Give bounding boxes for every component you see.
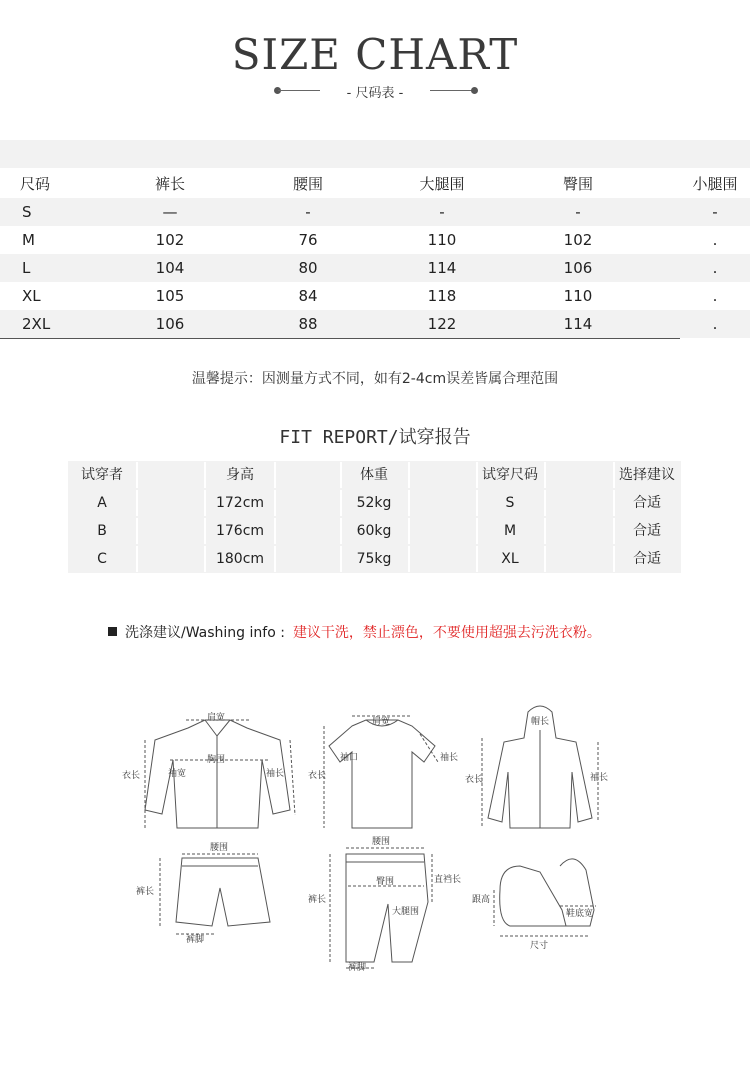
column-separator <box>476 546 478 572</box>
fit-row <box>68 517 681 545</box>
washing-label: 洗涤建议/Washing info : <box>125 625 285 641</box>
fit-cell: 合适 <box>633 495 661 511</box>
column-separator <box>340 462 342 488</box>
diagram-label: 衣长 <box>308 771 327 781</box>
column-separator <box>408 546 410 572</box>
table-header-row <box>0 170 750 198</box>
table-row <box>0 254 750 282</box>
table-cell: 114 <box>563 315 593 333</box>
header-cell: 大腿围 <box>419 175 465 193</box>
size-chart-table <box>0 140 750 338</box>
table-cell: S <box>22 203 32 221</box>
table-cell: 110 <box>427 231 457 249</box>
column-separator <box>613 490 615 516</box>
diagram-label: 尺寸 <box>530 941 549 951</box>
table-cell: 102 <box>563 231 593 249</box>
diagram-label: 腰围 <box>210 843 229 853</box>
table-top-band <box>0 140 750 168</box>
fit-cell: 172cm <box>215 495 265 511</box>
subtitle-dot-right <box>471 87 478 94</box>
washing-advice: 建议干洗，禁止漂色，不要使用超强去污洗衣粉。 <box>292 625 601 641</box>
shoes-diagram <box>494 859 596 936</box>
column-separator <box>408 518 410 544</box>
column-separator <box>408 490 410 516</box>
fit-cell: 52kg <box>356 495 392 511</box>
column-separator <box>340 518 342 544</box>
fit-header-row <box>68 461 681 489</box>
diagram-label: 袖宽 <box>168 769 187 779</box>
page-title: SIZE CHART <box>231 30 519 79</box>
table-cell: . <box>712 259 718 277</box>
column-separator <box>204 490 206 516</box>
column-separator <box>613 546 615 572</box>
column-separator <box>340 546 342 572</box>
column-separator <box>274 490 276 516</box>
fit-header-cell: 身高 <box>226 467 254 483</box>
fit-header-cell: 试穿尺码 <box>482 467 538 483</box>
fit-cell: B <box>97 523 107 539</box>
fit-cell: M <box>503 523 517 539</box>
table-row <box>0 226 750 254</box>
subtitle: - 尺码表 - <box>346 86 404 101</box>
table-cell: . <box>712 315 718 333</box>
table-cell: 84 <box>298 287 318 305</box>
diagram-label: 裤脚 <box>186 935 205 945</box>
table-cell: - <box>575 203 581 221</box>
diagram-label: 鞋底宽 <box>566 909 594 919</box>
table-cell: 76 <box>298 231 318 249</box>
table-cell: - <box>439 203 445 221</box>
table-cell: 104 <box>155 259 185 277</box>
fit-cell: S <box>505 495 515 511</box>
column-separator <box>544 518 546 544</box>
header-cell: 臀围 <box>562 175 593 193</box>
table-cell: 110 <box>563 287 593 305</box>
column-separator <box>476 518 478 544</box>
fit-row <box>68 545 681 573</box>
diagram-label: 裤脚 <box>348 963 367 973</box>
fit-cell: A <box>97 495 107 511</box>
table-cell: XL <box>22 287 41 305</box>
table-cell: 114 <box>427 259 457 277</box>
table-cell: 106 <box>563 259 593 277</box>
table-cell: 88 <box>298 315 318 333</box>
diagram-label: 肩宽 <box>372 717 391 727</box>
tshirt-diagram <box>324 716 438 828</box>
table-row <box>0 198 750 226</box>
diagram-label: 帽长 <box>531 717 550 727</box>
column-separator <box>476 462 478 488</box>
table-cell: L <box>22 259 31 277</box>
diagram-label: 衣长 <box>465 775 484 785</box>
fit-cell: C <box>97 551 107 567</box>
diagram-label: 裤长 <box>308 895 327 905</box>
fit-cell: 180cm <box>215 551 265 567</box>
measurement-tip: 温馨提示：因测量方式不同，如有2-4cm误差皆属合理范围 <box>191 371 559 387</box>
diagram-label: 袖口 <box>340 753 359 763</box>
table-row <box>0 310 750 338</box>
table-cell: 2XL <box>22 315 51 333</box>
column-separator <box>136 490 138 516</box>
fit-report-table <box>68 461 681 573</box>
column-separator <box>340 490 342 516</box>
table-cell: . <box>712 231 718 249</box>
table-row <box>0 282 750 310</box>
table-bottom-rule <box>0 338 680 339</box>
header-cell: 腰围 <box>292 175 323 193</box>
table-cell: - <box>712 203 718 221</box>
table-cell: . <box>712 287 718 305</box>
fit-row <box>68 489 681 517</box>
subtitle-line-right <box>430 90 472 91</box>
fit-cell: 176cm <box>215 523 265 539</box>
fit-report-title: FIT REPORT/试穿报告 <box>279 427 471 448</box>
diagram-label: 裤长 <box>136 887 155 897</box>
fit-cell: 合适 <box>633 551 661 567</box>
column-separator <box>274 518 276 544</box>
measurement-diagrams <box>0 690 750 990</box>
diagram-label: 袖长 <box>266 769 285 779</box>
garment-diagrams-svg <box>0 690 750 990</box>
table-cell: 106 <box>155 315 185 333</box>
column-separator <box>136 546 138 572</box>
table-cell: M <box>22 231 35 249</box>
subtitle-row <box>0 80 750 100</box>
fit-header-cell: 体重 <box>360 467 388 483</box>
column-separator <box>544 462 546 488</box>
table-cell: 80 <box>298 259 318 277</box>
shorts-diagram <box>160 854 270 934</box>
diagram-label: 袖长 <box>440 753 459 763</box>
washing-info <box>108 622 601 642</box>
subtitle-line-left <box>278 90 320 91</box>
diagram-label: 胸围 <box>207 755 226 765</box>
table-cell: 118 <box>427 287 457 305</box>
column-separator <box>136 462 138 488</box>
diagram-label: 臀围 <box>376 877 395 887</box>
diagram-label: 跟高 <box>472 895 491 905</box>
column-separator <box>136 518 138 544</box>
column-separator <box>408 462 410 488</box>
table-cell: - <box>305 203 311 221</box>
header-cell: 裤长 <box>154 175 185 193</box>
bullet-square-icon <box>108 627 117 636</box>
table-cell: 122 <box>427 315 457 333</box>
fit-header-cell: 选择建议 <box>619 467 675 483</box>
fit-cell: XL <box>501 551 519 567</box>
column-separator <box>613 518 615 544</box>
header-cell: 小腿围 <box>692 175 738 193</box>
column-separator <box>544 490 546 516</box>
column-separator <box>204 462 206 488</box>
diagram-label: 衣长 <box>122 771 141 781</box>
fit-header-cell: 试穿者 <box>81 467 123 483</box>
diagram-label: 腰围 <box>372 837 391 847</box>
table-cell: — <box>162 203 178 221</box>
column-separator <box>274 546 276 572</box>
fit-cell: 60kg <box>356 523 392 539</box>
fit-cell: 75kg <box>356 551 392 567</box>
diagram-label: 肩宽 <box>207 713 226 723</box>
diagram-label: 直裆长 <box>434 875 462 885</box>
header-cell: 尺码 <box>20 175 51 193</box>
column-separator <box>544 546 546 572</box>
fit-cell: 合适 <box>633 523 661 539</box>
column-separator <box>613 462 615 488</box>
diagram-label: 袖长 <box>590 773 609 783</box>
table-cell: 102 <box>155 231 185 249</box>
column-separator <box>204 546 206 572</box>
column-separator <box>204 518 206 544</box>
column-separator <box>476 490 478 516</box>
table-cell: 105 <box>155 287 185 305</box>
diagram-label: 大腿围 <box>392 907 420 917</box>
column-separator <box>274 462 276 488</box>
